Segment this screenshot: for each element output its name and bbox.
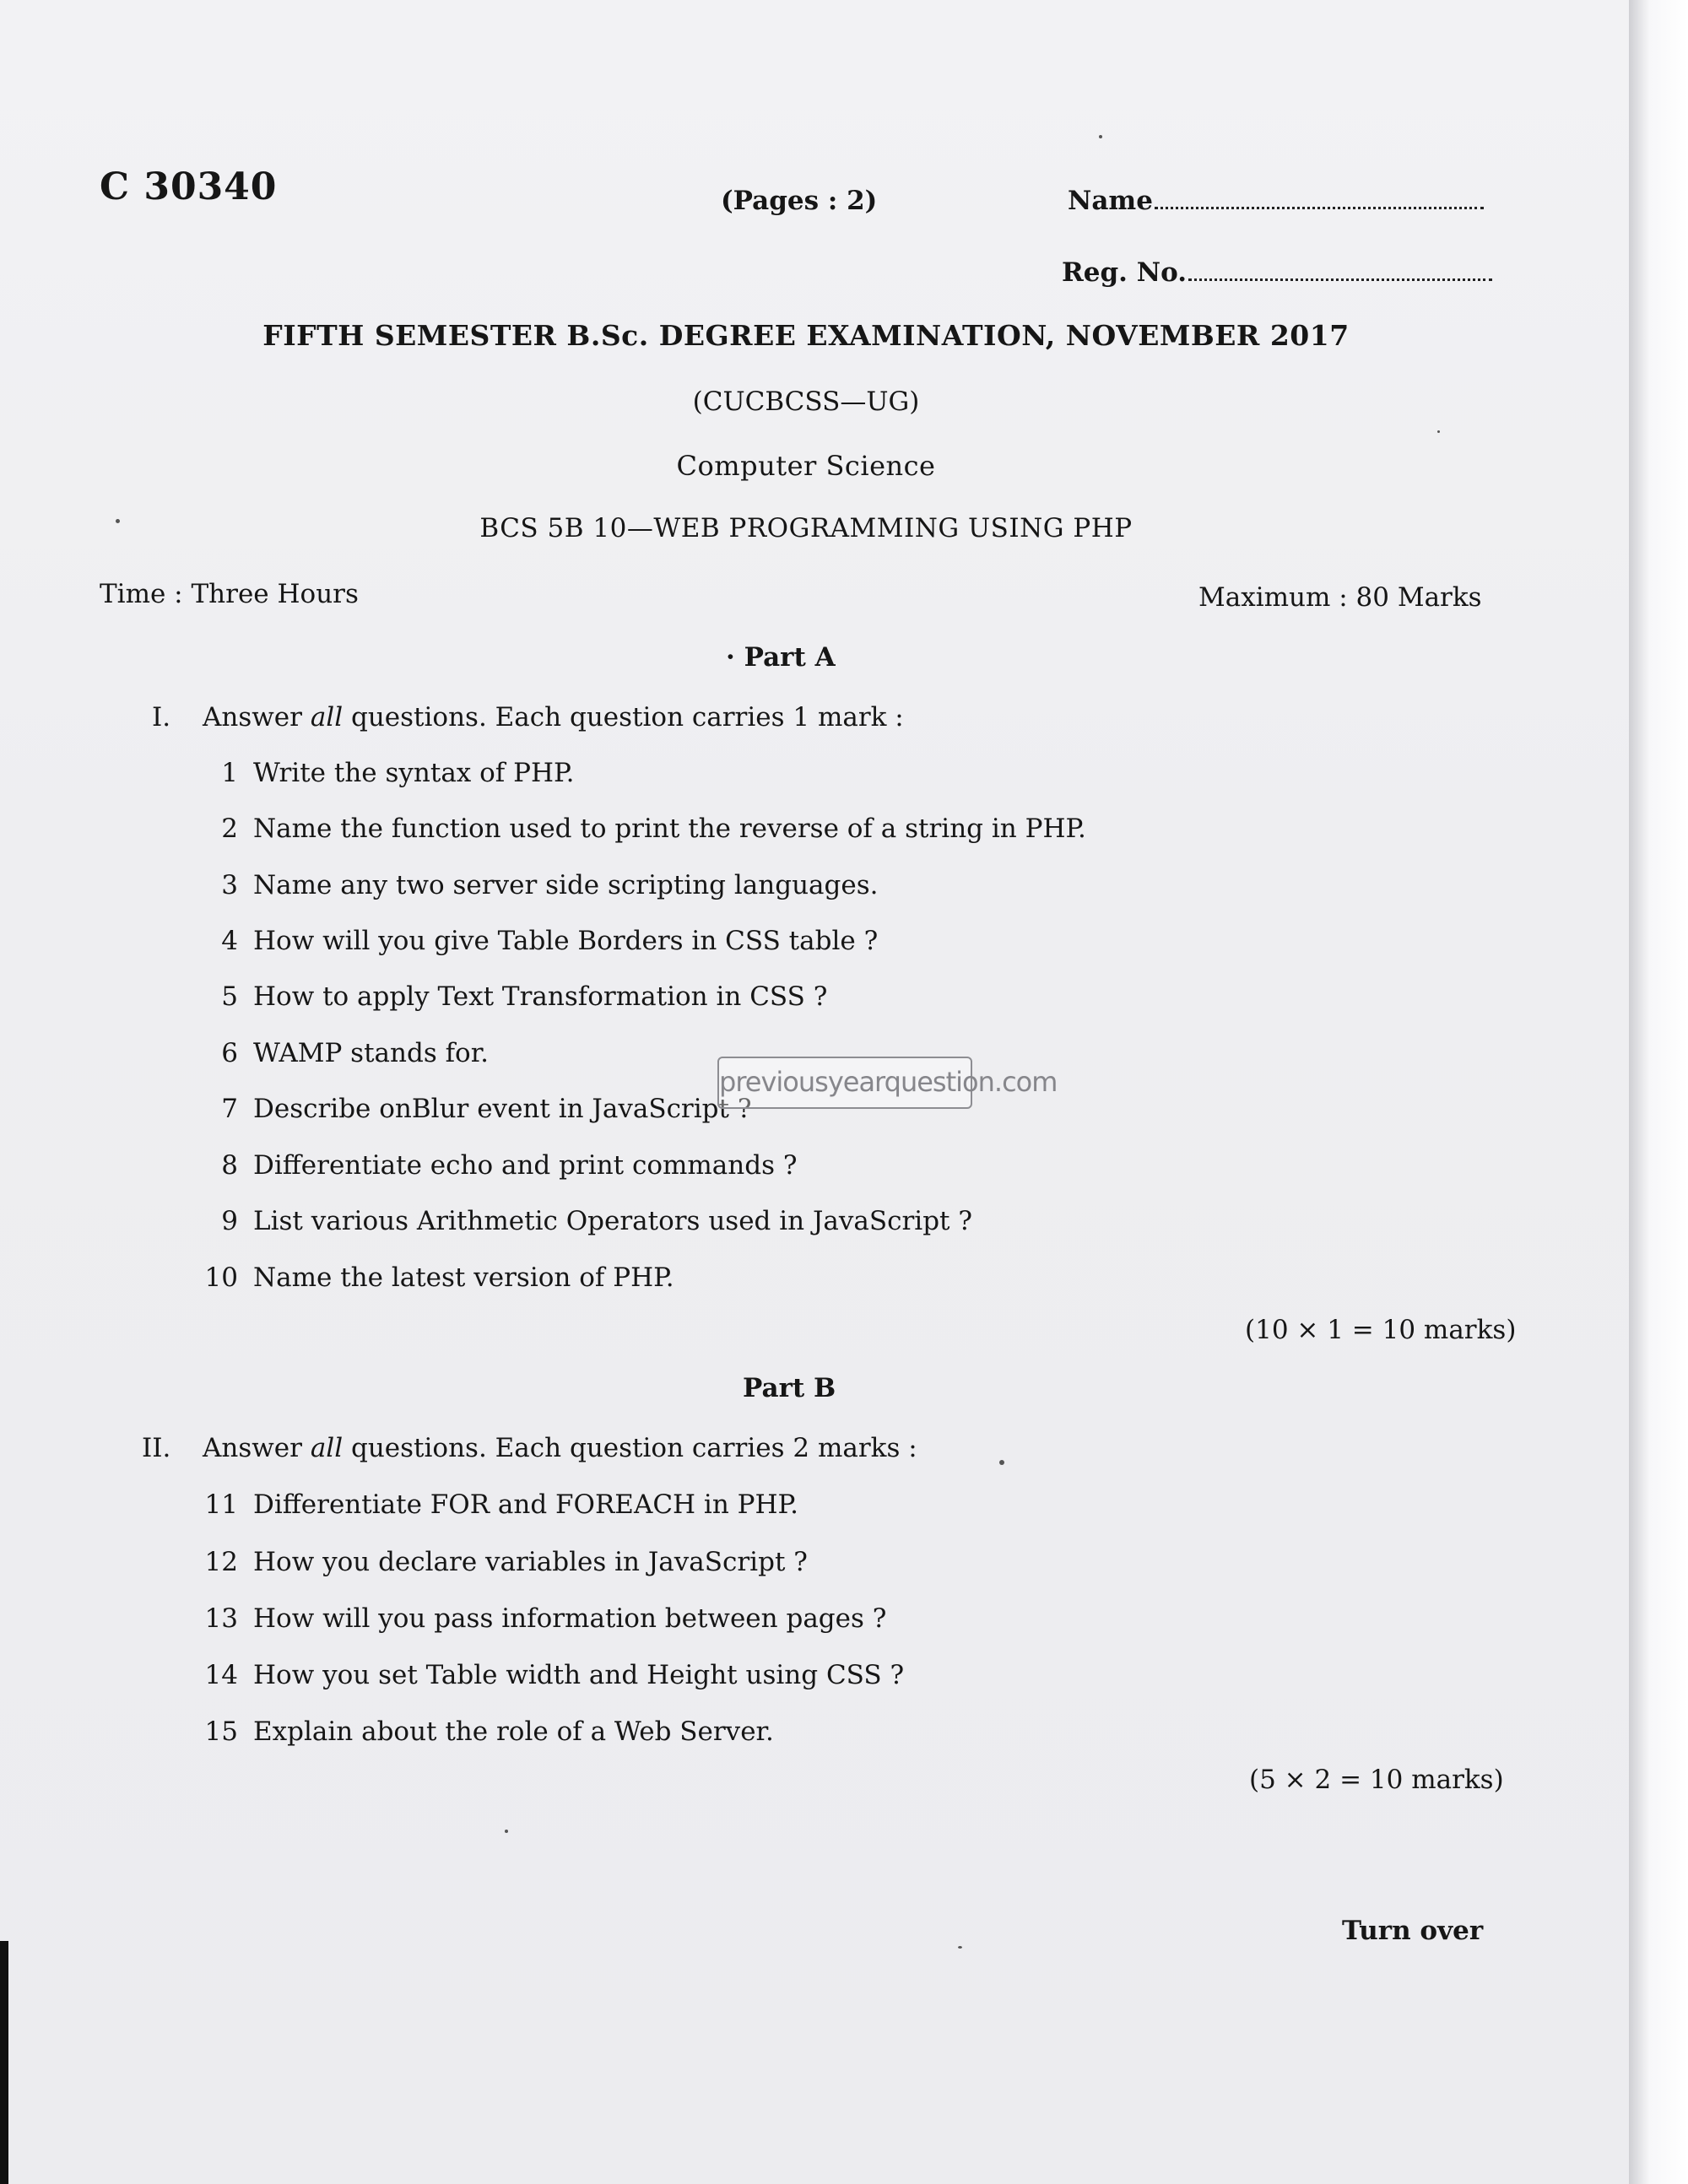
paper-title: BCS 5B 10—WEB PROGRAMMING USING PHP — [479, 513, 1133, 543]
question-text: How will you give Table Borders in CSS table ? — [253, 926, 879, 956]
question-13 — [196, 1603, 886, 1634]
part-b-marks: (5 × 2 = 10 marks) — [1249, 1765, 1504, 1795]
question-number: 1 — [221, 758, 238, 788]
reg-no-blank — [1188, 262, 1492, 281]
question-11 — [196, 1489, 798, 1520]
question-number: 7 — [221, 1094, 238, 1124]
question-text: Differentiate echo and print commands ? — [253, 1150, 798, 1181]
scan-left-shadow — [0, 1941, 8, 2184]
scan-speck — [999, 1460, 1004, 1465]
question-7 — [196, 1094, 751, 1124]
name-label: Name — [1068, 186, 1153, 216]
question-1 — [196, 758, 574, 788]
question-text: How you declare variables in JavaScript ? — [253, 1547, 808, 1577]
question-text: Explain about the role of a Web Server. — [253, 1716, 774, 1747]
exam-title: FIFTH SEMESTER B.Sc. DEGREE EXAMINATION, NOVEMBER 2017 — [262, 319, 1350, 352]
scan-right-margin — [1629, 0, 1688, 2184]
question-number: 12 — [204, 1547, 238, 1577]
question-text: List various Arithmetic Operators used in JavaScript ? — [253, 1206, 972, 1236]
question-number: 13 — [204, 1603, 238, 1634]
question-2 — [196, 814, 1086, 844]
watermark-stamp: previousyearquestion.com — [717, 1057, 972, 1109]
reg-no-field — [1062, 257, 1492, 288]
question-text: Name the latest version of PHP. — [253, 1262, 674, 1293]
part-b-heading: Part B — [743, 1373, 836, 1403]
question-number: 3 — [221, 870, 238, 900]
question-4 — [196, 926, 878, 956]
question-number: 11 — [204, 1489, 238, 1520]
part-a-instruction — [152, 702, 904, 733]
part-a-marks: (10 × 1 = 10 marks) — [1245, 1315, 1517, 1345]
scan-speck — [958, 1946, 962, 1949]
question-number: 5 — [221, 981, 238, 1012]
part-a-roman: I. — [152, 702, 171, 733]
question-3 — [196, 870, 879, 900]
question-text: Name any two server side scripting languages. — [253, 870, 879, 900]
question-14 — [196, 1660, 904, 1690]
instruction-text: Answer — [203, 702, 311, 733]
instruction-text: Answer — [203, 1433, 311, 1463]
name-field — [1068, 186, 1484, 216]
part-b-roman: II. — [142, 1433, 171, 1463]
reg-no-label: Reg. No. — [1062, 257, 1188, 288]
question-text: Differentiate FOR and FOREACH in PHP. — [253, 1489, 798, 1520]
question-9 — [196, 1206, 972, 1236]
exam-scheme: (CUCBCSS—UG) — [692, 387, 920, 417]
question-10 — [196, 1262, 674, 1293]
scan-speck — [116, 519, 120, 523]
scan-speck — [1099, 135, 1102, 138]
part-a-heading: · Part A — [726, 642, 836, 673]
question-8 — [196, 1150, 797, 1181]
question-12 — [196, 1547, 808, 1577]
question-number: 10 — [204, 1262, 238, 1293]
question-number: 8 — [221, 1150, 238, 1181]
question-5 — [196, 981, 827, 1012]
question-text: Write the syntax of PHP. — [253, 758, 575, 788]
time-allowed: Time : Three Hours — [100, 579, 359, 609]
scan-speck — [505, 1830, 508, 1833]
paper-code: C 30340 — [100, 165, 278, 208]
question-number: 9 — [221, 1206, 238, 1236]
question-text: How will you pass information between pages ? — [253, 1603, 887, 1634]
question-number: 2 — [221, 814, 238, 844]
question-text: How you set Table width and Height using CSS ? — [253, 1660, 905, 1690]
part-b-instruction — [142, 1433, 917, 1463]
turn-over-note: Turn over — [1342, 1916, 1484, 1946]
instruction-text: questions. Each question carries 1 mark : — [343, 702, 904, 733]
question-text: WAMP stands for. — [253, 1038, 489, 1068]
question-number: 6 — [221, 1038, 238, 1068]
instruction-emphasis: all — [310, 702, 344, 733]
page-count: (Pages : 2) — [721, 186, 878, 216]
question-text: How to apply Text Transformation in CSS ? — [253, 981, 828, 1012]
instruction-text: questions. Each question carries 2 marks : — [343, 1433, 917, 1463]
maximum-marks: Maximum : 80 Marks — [1198, 582, 1482, 613]
question-number: 14 — [204, 1660, 238, 1690]
question-text: Describe onBlur event in JavaScript ? — [253, 1094, 752, 1124]
instruction-emphasis: all — [310, 1433, 344, 1463]
question-6 — [196, 1038, 489, 1068]
name-blank — [1155, 190, 1484, 209]
question-number: 15 — [204, 1716, 238, 1747]
exam-subject: Computer Science — [676, 450, 936, 482]
scan-speck — [1437, 430, 1440, 433]
question-number: 4 — [221, 926, 238, 956]
question-text: Name the function used to print the reverse of a string in PHP. — [253, 814, 1086, 844]
question-15 — [196, 1716, 774, 1747]
